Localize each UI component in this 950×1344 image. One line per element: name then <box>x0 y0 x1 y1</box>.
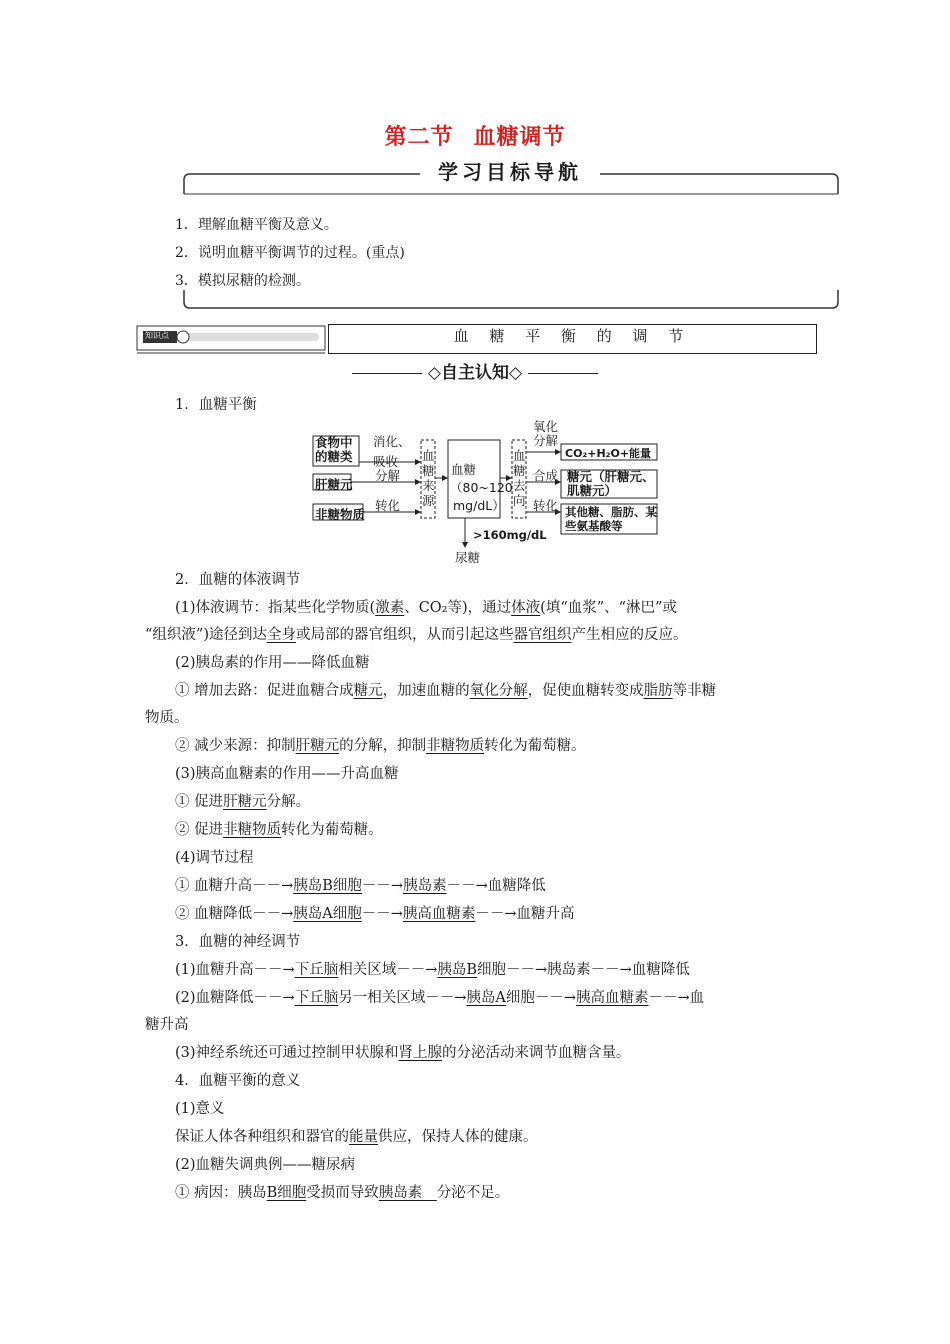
section-heading: 2．血糖的体液调节 <box>175 572 301 588</box>
paragraph: “组织液”)途径到达全身或局部的器官组织，从而引起这些器官组织产生相应的反应。 <box>145 627 688 643</box>
paragraph: ② 促进非糖物质转化为葡萄糖。 <box>175 822 383 838</box>
paragraph: (4)调节过程 <box>175 850 254 866</box>
diagram-digest: 消化、吸收 <box>373 434 411 469</box>
diagram-center-label: 血糖 <box>451 462 477 477</box>
paragraph: (1)体液调节：指某些化学物质(激素、CO₂等)，通过体液(填“血浆”、“淋巴”或 <box>175 600 677 616</box>
diagram-liver: 肝糖元 <box>315 477 353 492</box>
diagram-co2: CO₂+H₂O+能量 <box>565 447 652 460</box>
section-name: 血糖调节 <box>473 125 566 150</box>
diagram-transform1: 转化 <box>375 498 401 513</box>
diagram-center-unit: mg/dL） <box>453 498 505 513</box>
paragraph: (3)神经系统还可通过控制甲状腺和肾上腺的分泌活动来调节血糖含量。 <box>175 1045 631 1061</box>
paragraph: 糖升高 <box>145 1017 189 1033</box>
paragraph: (1)血糖升高－－→下丘脑相关区域－－→胰岛B细胞－－→胰岛素－－→血糖降低 <box>175 962 690 978</box>
diagram-transform2: 转化 <box>533 498 559 513</box>
page-title <box>0 120 950 151</box>
self-study-heading <box>0 358 950 383</box>
paragraph: (1)意义 <box>175 1101 225 1117</box>
goal-item: 1．理解血糖平衡及意义。 <box>175 217 338 233</box>
paragraph: (2)胰岛素的作用——降低血糖 <box>175 655 370 671</box>
blood-sugar-diagram <box>305 418 660 566</box>
paragraph: 物质。 <box>145 710 189 726</box>
section-heading: 4．血糖平衡的意义 <box>175 1073 301 1089</box>
section-heading: 1．血糖平衡 <box>175 397 257 413</box>
goal-item: 2．说明血糖平衡调节的过程。(重点) <box>175 245 405 261</box>
diagram-source: 血糖来源 <box>422 448 435 508</box>
goal-item: 3．模拟尿糖的检测。 <box>175 273 310 289</box>
diagram-threshold: >160mg/dL <box>473 528 547 542</box>
paragraph: (2)血糖降低－－→下丘脑另一相关区域－－→胰岛A细胞－－→胰高血糖素－－→血 <box>175 990 705 1006</box>
diagram-urine: 尿糖 <box>455 550 481 565</box>
diagram-other: 其他糖、脂肪、某些氨基酸等 <box>565 505 657 533</box>
paragraph: (3)胰高血糖素的作用——升高血糖 <box>175 766 399 782</box>
paragraph: ① 血糖升高－－→胰岛B细胞－－→胰岛素－－→血糖降低 <box>175 878 546 894</box>
paragraph: ① 病因：胰岛B细胞受损而导致胰岛素 分泌不足。 <box>175 1185 510 1201</box>
paragraph: ① 促进肝糖元分解。 <box>175 794 311 810</box>
paragraph: (2)血糖失调典例——糖尿病 <box>175 1157 356 1173</box>
learning-goals-heading: 学习目标导航 <box>420 158 600 186</box>
diagram-synth: 合成 <box>533 468 559 483</box>
paragraph: ② 减少来源：抑制肝糖元的分解，抑制非糖物质转化为葡萄糖。 <box>175 738 586 754</box>
section-number: 第二节 <box>384 125 454 150</box>
paragraph: ② 血糖降低－－→胰岛A细胞－－→胰高血糖素－－→血糖升高 <box>175 906 575 922</box>
knowledge-point-tag <box>135 324 328 354</box>
paragraph: 保证人体各种组织和器官的能量供应，保持人体的健康。 <box>175 1129 538 1145</box>
diagram-food: 食物中的糖类 <box>315 435 353 464</box>
diagram-dest: 血糖去向 <box>513 448 526 508</box>
diagram-oxidize: 氧化分解 <box>533 419 559 448</box>
tag-text: 知识点 <box>145 331 169 340</box>
self-study-label: ◇自主认知◇ <box>427 363 523 383</box>
diagram-nonsugar: 非糖物质 <box>315 507 366 522</box>
topic-banner: 血 糖 平 衡 的 调 节 <box>328 324 817 354</box>
diagram-decompose: 分解 <box>375 468 401 483</box>
diagram-glycogen: 糖元（肝糖元、肌糖元） <box>567 469 655 498</box>
paragraph: ① 增加去路：促进血糖合成糖元，加速血糖的氧化分解，促使血糖转变成脂肪等非糖 <box>175 683 717 699</box>
diagram-center-range: （80~120 <box>450 480 513 495</box>
section-heading: 3．血糖的神经调节 <box>175 934 301 950</box>
